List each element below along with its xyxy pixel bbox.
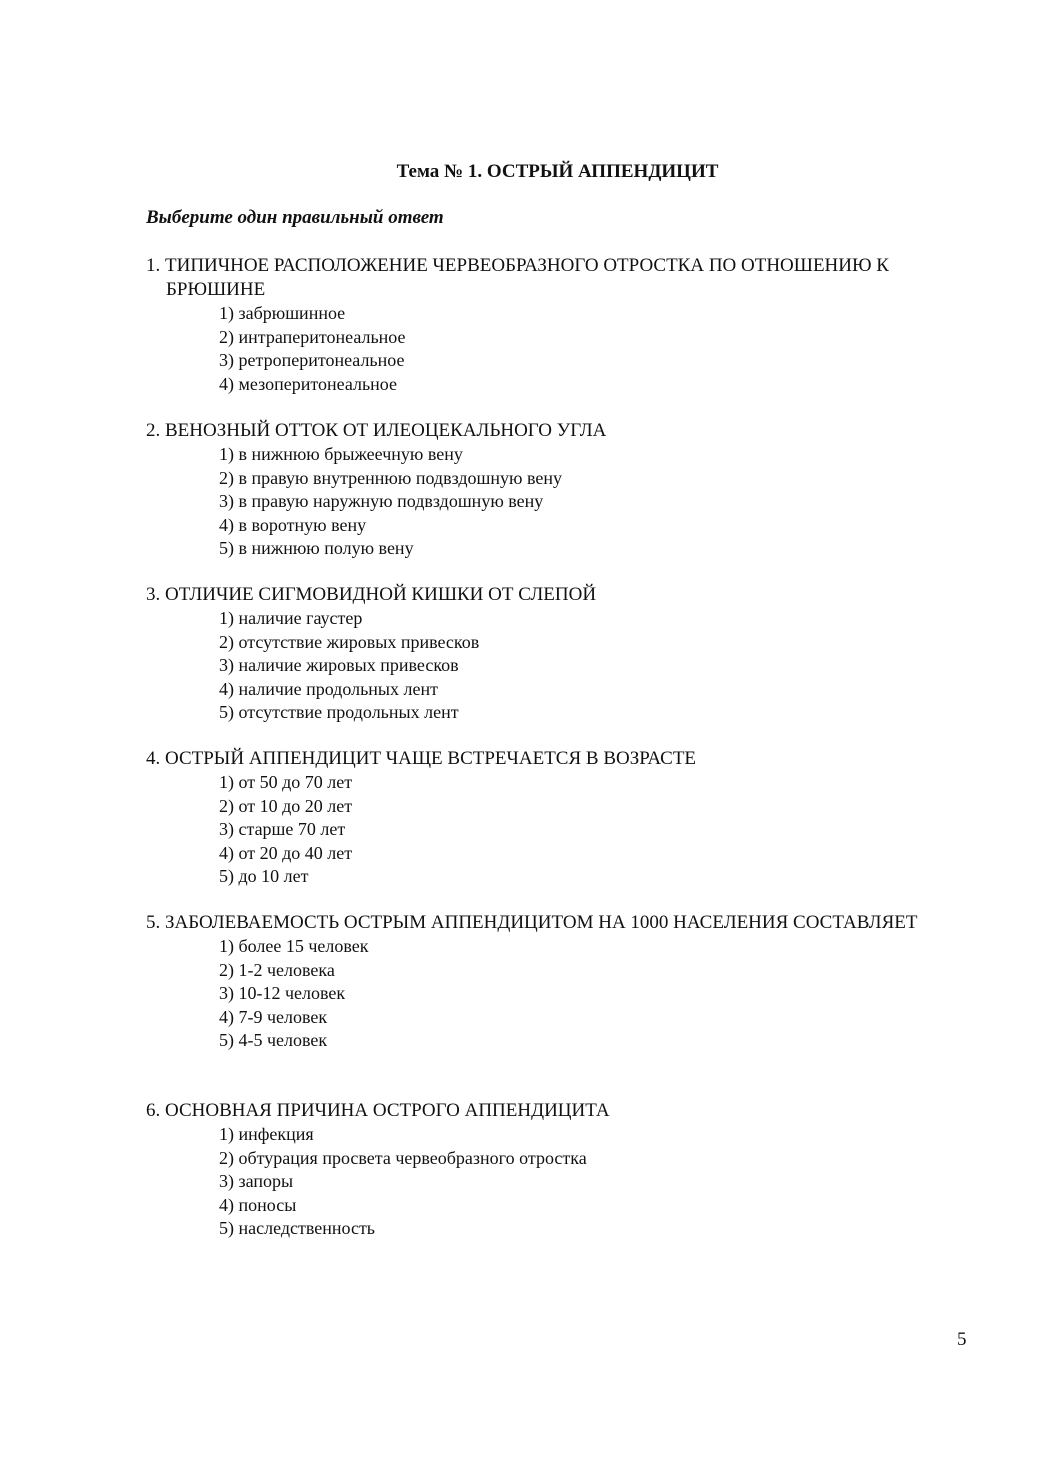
answer-option: 3) в правую наружную подвздошную вену: [219, 491, 544, 511]
answer-option: 1) более 15 человек: [219, 936, 369, 956]
answer-option: 3) старше 70 лет: [219, 819, 346, 839]
answer-option: 1) в нижнюю брыжеечную вену: [219, 444, 463, 464]
question-number: 2.: [146, 420, 161, 441]
question-number: 4.: [146, 748, 161, 769]
answer-option: 4) 7-9 человек: [219, 1006, 328, 1027]
answer-option: 5) 4-5 человек: [219, 1030, 328, 1050]
answer-options: [146, 935, 976, 1053]
answer-option: 5) в нижнюю полую вену: [219, 538, 414, 558]
answer-option: 2) обтурация просвета червеобразного отростка: [219, 1147, 587, 1168]
answer-option: 1) инфекция: [219, 1124, 314, 1144]
answer-option: 5) отсутствие продольных лент: [219, 702, 459, 722]
question-text: [146, 419, 976, 443]
answer-options: [146, 771, 976, 889]
question-label: ОСТРЫЙ АППЕНДИЦИТ ЧАЩЕ ВСТРЕЧАЕТСЯ В ВОЗРАСТЕ: [165, 748, 697, 769]
question-label: ОСНОВНАЯ ПРИЧИНА ОСТРОГО АППЕНДИЦИТА: [165, 1100, 610, 1121]
answer-option: 3) ретроперитонеальное: [219, 350, 405, 370]
question-1: [146, 254, 976, 396]
question-number: 5.: [146, 912, 161, 933]
question-text: [146, 583, 976, 607]
answer-option: 3) запоры: [219, 1171, 294, 1191]
question-text: [146, 1099, 976, 1123]
instruction-text: Выберите один правильный ответ: [146, 207, 444, 228]
question-6: [146, 1099, 976, 1241]
question-4: [146, 747, 976, 889]
question-text: [146, 911, 976, 935]
answer-options: [146, 1123, 976, 1241]
page-title: Тема № 1. ОСТРЫЙ АППЕНДИЦИТ: [396, 161, 719, 182]
answer-option: 3) 10-12 человек: [219, 983, 346, 1003]
answer-options: [146, 607, 976, 725]
answer-option: 4) наличие продольных лент: [219, 678, 438, 699]
answer-option: 4) мезоперитонеальное: [219, 373, 398, 394]
answer-option: 1) забрюшинное: [219, 303, 346, 323]
question-number: 6.: [146, 1100, 161, 1121]
answer-option: 4) поносы: [219, 1194, 297, 1215]
answer-option: 4) от 20 до 40 лет: [219, 842, 353, 863]
question-text: [146, 254, 976, 302]
page-number: 5: [957, 1329, 967, 1350]
answer-option: 3) наличие жировых привесков: [219, 655, 459, 675]
question-label: ТИПИЧНОЕ РАСПОЛОЖЕНИЕ ЧЕРВЕОБРАЗНОГО ОТРОСТКА ПО ОТНОШЕНИЮ К БРЮШИНЕ: [165, 255, 889, 300]
answer-option: 2) интраперитонеальное: [219, 326, 406, 347]
question-number: 1.: [146, 255, 161, 276]
question-label: ВЕНОЗНЫЙ ОТТОК ОТ ИЛЕОЦЕКАЛЬНОГО УГЛА: [165, 420, 607, 441]
answer-option: 5) до 10 лет: [219, 866, 309, 886]
question-2: [146, 419, 976, 561]
answer-options: [146, 302, 976, 396]
answer-option: 4) в воротную вену: [219, 514, 367, 535]
question-text: [146, 747, 976, 771]
answer-option: 5) наследственность: [219, 1218, 376, 1238]
question-3: [146, 583, 976, 725]
answer-option: 2) в правую внутреннюю подвздошную вену: [219, 467, 562, 488]
answer-option: 2) 1-2 человека: [219, 959, 335, 980]
answer-option: 2) отсутствие жировых привесков: [219, 631, 480, 652]
question-label: ЗАБОЛЕВАЕМОСТЬ ОСТРЫМ АППЕНДИЦИТОМ НА 1000 НАСЕЛЕНИЯ СОСТАВЛЯЕТ: [165, 912, 918, 933]
answer-option: 1) наличие гаустер: [219, 608, 363, 628]
question-number: 3.: [146, 584, 161, 605]
answer-option: 2) от 10 до 20 лет: [219, 795, 353, 816]
answer-option: 1) от 50 до 70 лет: [219, 772, 353, 792]
question-5: [146, 911, 976, 1053]
answer-options: [146, 443, 976, 561]
question-label: ОТЛИЧИЕ СИГМОВИДНОЙ КИШКИ ОТ СЛЕПОЙ: [165, 584, 597, 605]
